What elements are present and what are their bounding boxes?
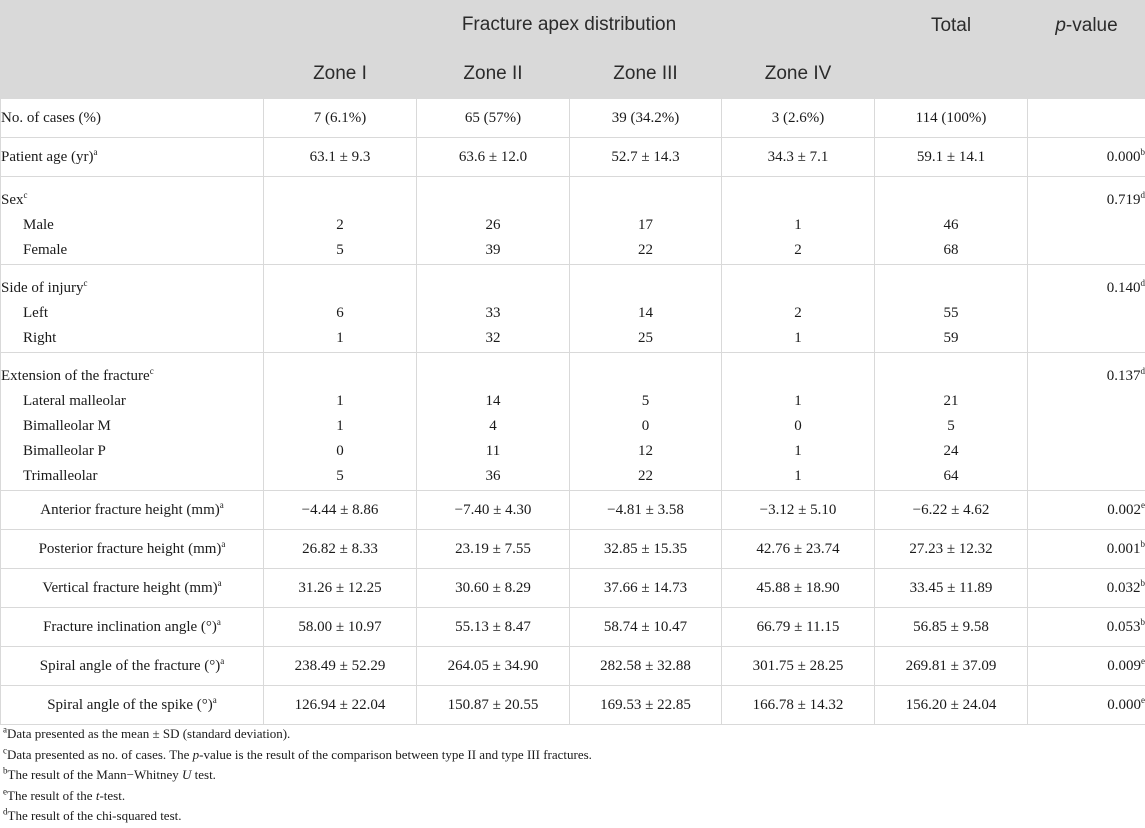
- cell: 52.7 ± 14.3: [570, 138, 722, 177]
- footnote-mark: a: [3, 724, 7, 735]
- cell: [417, 177, 570, 265]
- label-text: Spiral angle of the fracture (°): [39, 657, 221, 674]
- header-zone-3: Zone III: [570, 50, 722, 99]
- cell: 114 (100%): [875, 99, 1028, 138]
- footnote-mark: e: [1141, 694, 1145, 705]
- value: 1: [794, 468, 802, 484]
- table-body: [1, 99, 1145, 725]
- value: 2: [794, 305, 802, 321]
- sub-label-female: Female: [23, 242, 68, 258]
- value: 22: [638, 468, 653, 484]
- label-text: Vertical fracture height (mm): [42, 579, 218, 596]
- footnote-italic: U: [181, 767, 192, 782]
- value: 5: [947, 418, 955, 434]
- cell: [417, 265, 570, 353]
- cell: 37.66 ± 14.73: [570, 569, 722, 608]
- footnote-mark: c: [149, 366, 154, 376]
- footnote-mark: a: [212, 694, 217, 705]
- footnote-italic: p: [192, 746, 200, 762]
- header-zone-1: Zone I: [264, 50, 417, 99]
- p-italic: p: [1055, 15, 1066, 36]
- sub-label-male: Male: [23, 217, 54, 233]
- header-total: Total: [875, 1, 1028, 99]
- cell: −3.12 ± 5.10: [722, 491, 875, 530]
- row-label: [1, 177, 264, 265]
- label-text: Fracture inclination angle (°): [43, 618, 217, 635]
- footnote-mark: a: [93, 146, 98, 157]
- footnote-mark: c: [23, 190, 28, 200]
- value: 5: [336, 468, 344, 484]
- footnote-mark: c: [3, 745, 7, 756]
- table-row-anterior-height: [1, 491, 1145, 530]
- value: 36: [485, 468, 501, 484]
- header-blank-cell-2: [1, 50, 264, 99]
- value: 1: [336, 418, 344, 434]
- table-row-sex: [1, 177, 1145, 265]
- row-label: [1, 138, 264, 177]
- footnote-mark: b: [3, 765, 8, 776]
- value: 6: [336, 305, 344, 321]
- cell: −4.44 ± 8.86: [264, 491, 417, 530]
- cell: 126.94 ± 22.04: [264, 686, 417, 725]
- table-row-spiral-angle-fracture: [1, 647, 1145, 686]
- cell: 238.49 ± 52.29: [264, 647, 417, 686]
- value: 68: [943, 242, 959, 258]
- p-value: 0.001: [1106, 540, 1141, 557]
- value: 1: [794, 393, 802, 409]
- header-zone-2: Zone II: [417, 50, 570, 99]
- footnote-text: The result of the Mann−Whitney: [7, 767, 182, 782]
- value: 14: [485, 393, 501, 409]
- value: 64: [943, 468, 959, 484]
- p-value: 0.009: [1107, 657, 1142, 674]
- table-row-spiral-angle-spike: [1, 686, 1145, 725]
- p-value-cell: [1028, 569, 1145, 608]
- footnote-mark: c: [83, 278, 88, 288]
- table-row-age: [1, 138, 1145, 177]
- cell: 63.6 ± 12.0: [417, 138, 570, 177]
- group-label: [1, 188, 263, 213]
- footnote-mark: b: [1140, 577, 1145, 588]
- cell: 27.23 ± 12.32: [875, 530, 1028, 569]
- value: 0: [336, 443, 344, 459]
- label-text: Patient age (yr): [1, 148, 94, 165]
- p-value-cell: [1028, 138, 1145, 177]
- footnote-text: -test.: [99, 787, 126, 803]
- row-label: [1, 686, 264, 725]
- p-value: 0.719: [1106, 192, 1141, 208]
- p-value: 0.053: [1106, 618, 1141, 635]
- header-blank-cell: [1, 1, 264, 50]
- table-row-posterior-height: [1, 530, 1145, 569]
- footnote-mark: b: [1140, 538, 1145, 549]
- cell: 55.13 ± 8.47: [417, 608, 570, 647]
- value: 0: [794, 418, 802, 434]
- table-header: [1, 1, 1145, 99]
- footnote-mark: e: [1141, 655, 1145, 666]
- footnote-c: [3, 745, 592, 766]
- cell: [875, 265, 1028, 353]
- label-text: Spiral angle of the spike (°): [47, 696, 213, 713]
- footnote-mark: b: [1140, 616, 1145, 627]
- sub-label: Bimalleolar P: [23, 443, 106, 459]
- sub-label: Bimalleolar M: [23, 418, 111, 434]
- value: 33: [485, 305, 501, 321]
- value: 1: [794, 217, 802, 233]
- cell: [722, 177, 875, 265]
- footnote-b: [3, 765, 592, 786]
- value: 32: [485, 330, 501, 346]
- label-text: Anterior fracture height (mm): [40, 501, 220, 518]
- footnote-mark: e: [1141, 499, 1145, 510]
- table-row-extension: [1, 353, 1145, 491]
- cell: 45.88 ± 18.90: [722, 569, 875, 608]
- cell: 7 (6.1%): [264, 99, 417, 138]
- footnote-text: -value is the result of the comparison between type II and type III fractures.: [199, 746, 592, 762]
- value: 1: [336, 330, 344, 346]
- sub-label: Lateral malleolar: [23, 393, 126, 409]
- cell: 166.78 ± 14.32: [722, 686, 875, 725]
- footnote-mark: b: [1140, 146, 1145, 157]
- cell: [570, 177, 722, 265]
- p-value-cell: [1028, 647, 1145, 686]
- row-label: [1, 265, 264, 353]
- p-value: 0.002: [1107, 501, 1142, 518]
- table-row-cases: [1, 99, 1145, 138]
- cell: 32.85 ± 15.35: [570, 530, 722, 569]
- header-p-value: [1028, 1, 1145, 99]
- cell: [722, 353, 875, 491]
- p-value: 0.000: [1106, 148, 1141, 165]
- table-row-side: [1, 265, 1145, 353]
- cell: [264, 177, 417, 265]
- cell: 156.20 ± 24.04: [875, 686, 1028, 725]
- row-label: [1, 569, 264, 608]
- cell: 26.82 ± 8.33: [264, 530, 417, 569]
- p-value-cell: [1028, 353, 1145, 491]
- footnote-text: test.: [191, 767, 216, 782]
- footnote-mark: d: [1140, 278, 1145, 288]
- footnote-text: The result of the chi-squared test.: [7, 808, 182, 823]
- cell: 264.05 ± 34.90: [417, 647, 570, 686]
- value: 5: [641, 393, 650, 409]
- footnote-italic: t: [95, 787, 100, 803]
- cell: 58.74 ± 10.47: [570, 608, 722, 647]
- p-value-cell: [1028, 608, 1145, 647]
- p-value-cell: [1028, 491, 1145, 530]
- footnote-mark: e: [3, 786, 7, 797]
- footnote-mark: a: [219, 499, 224, 510]
- cell: 169.53 ± 22.85: [570, 686, 722, 725]
- p-value-suffix: -value: [1065, 15, 1118, 36]
- footnote-text: Data presented as the mean ± SD (standard deviation).: [7, 726, 291, 741]
- row-label: [1, 530, 264, 569]
- p-value-cell: [1028, 530, 1145, 569]
- label-text: Extension of the fracture: [1, 368, 150, 384]
- header-group-title: Fracture apex distribution: [264, 1, 875, 50]
- value: 39: [485, 242, 501, 258]
- cell: 269.81 ± 37.09: [875, 647, 1028, 686]
- footnote-a: [3, 724, 592, 745]
- value: 2: [794, 242, 802, 258]
- cell: [875, 177, 1028, 265]
- footnote-mark: d: [1140, 190, 1145, 200]
- cell: 282.58 ± 32.88: [570, 647, 722, 686]
- footnote-mark: a: [217, 577, 222, 588]
- cell: −7.40 ± 4.30: [417, 491, 570, 530]
- cell: [264, 353, 417, 491]
- footnote-e: [3, 786, 592, 807]
- cell: 65 (57%): [417, 99, 570, 138]
- cell: [875, 353, 1028, 491]
- row-label: [1, 608, 264, 647]
- cell: [570, 265, 722, 353]
- label-text: Side of injury: [1, 280, 84, 296]
- cell: 42.76 ± 23.74: [722, 530, 875, 569]
- cell: 39 (34.2%): [570, 99, 722, 138]
- cell: 59.1 ± 14.1: [875, 138, 1028, 177]
- row-label: [1, 647, 264, 686]
- table-row-inclination-angle: [1, 608, 1145, 647]
- label-text: Posterior fracture height (mm): [38, 540, 222, 557]
- cell: 56.85 ± 9.58: [875, 608, 1028, 647]
- p-value: 0.000: [1107, 696, 1142, 713]
- value: 1: [794, 330, 802, 346]
- p-value-cell: [1028, 265, 1145, 353]
- value: 5: [336, 242, 344, 258]
- p-value-cell: [1028, 686, 1145, 725]
- row-label: [1, 353, 264, 491]
- cell: 3 (2.6%): [722, 99, 875, 138]
- value: 17: [638, 217, 653, 233]
- value: 1: [336, 393, 344, 409]
- value: 24: [943, 443, 959, 459]
- cell: 31.26 ± 12.25: [264, 569, 417, 608]
- cell: [264, 265, 417, 353]
- cell: −4.81 ± 3.58: [570, 491, 722, 530]
- value: 55: [943, 305, 959, 321]
- cell: [417, 353, 570, 491]
- footnote-text: The result of the: [7, 787, 96, 803]
- value: 21: [943, 393, 959, 409]
- p-value: 0.140: [1106, 280, 1141, 296]
- footnote-mark: a: [216, 616, 221, 627]
- footnote-mark: d: [1140, 366, 1145, 376]
- row-label: No. of cases (%): [1, 99, 264, 138]
- cell: −6.22 ± 4.62: [875, 491, 1028, 530]
- p-value: 0.137: [1106, 368, 1141, 384]
- footnote-d: [3, 806, 592, 827]
- p-value-cell: [1028, 99, 1145, 138]
- value: 46: [943, 217, 959, 233]
- value: 12: [638, 443, 653, 459]
- p-value: 0.032: [1106, 579, 1141, 596]
- footnote-mark: a: [220, 655, 225, 666]
- sub-label: Trimalleolar: [23, 468, 98, 484]
- cell: 23.19 ± 7.55: [417, 530, 570, 569]
- value: 14: [638, 305, 653, 321]
- label-text: Sex: [1, 192, 24, 208]
- cell: 30.60 ± 8.29: [417, 569, 570, 608]
- table-footnotes: [3, 724, 592, 827]
- cell: [722, 265, 875, 353]
- cell: 33.45 ± 11.89: [875, 569, 1028, 608]
- row-label: [1, 491, 264, 530]
- cell: 301.75 ± 28.25: [722, 647, 875, 686]
- cell: 66.79 ± 11.15: [722, 608, 875, 647]
- value: 22: [638, 242, 653, 258]
- value: 1: [794, 443, 802, 459]
- value: 25: [638, 330, 653, 346]
- group-label: [1, 364, 263, 389]
- cell: 34.3 ± 7.1: [722, 138, 875, 177]
- footnote-text: Data presented as no. of cases. The: [7, 746, 193, 762]
- header-zone-4: Zone IV: [722, 50, 875, 99]
- cell: [570, 353, 722, 491]
- sub-label-left: Left: [23, 305, 48, 321]
- sub-label-right: Right: [23, 330, 57, 346]
- value: 59: [943, 330, 959, 346]
- group-label: [1, 276, 263, 301]
- value: 4: [489, 418, 497, 434]
- value: 11: [485, 443, 501, 459]
- value: 0: [641, 418, 650, 434]
- value: 26: [485, 217, 501, 233]
- footnote-mark: a: [221, 538, 226, 549]
- footnote-mark: d: [3, 806, 8, 817]
- table-row-vertical-height: [1, 569, 1145, 608]
- value: 2: [336, 217, 344, 233]
- cell: 58.00 ± 10.97: [264, 608, 417, 647]
- p-value-cell: [1028, 177, 1145, 265]
- cell: 150.87 ± 20.55: [417, 686, 570, 725]
- cell: 63.1 ± 9.3: [264, 138, 417, 177]
